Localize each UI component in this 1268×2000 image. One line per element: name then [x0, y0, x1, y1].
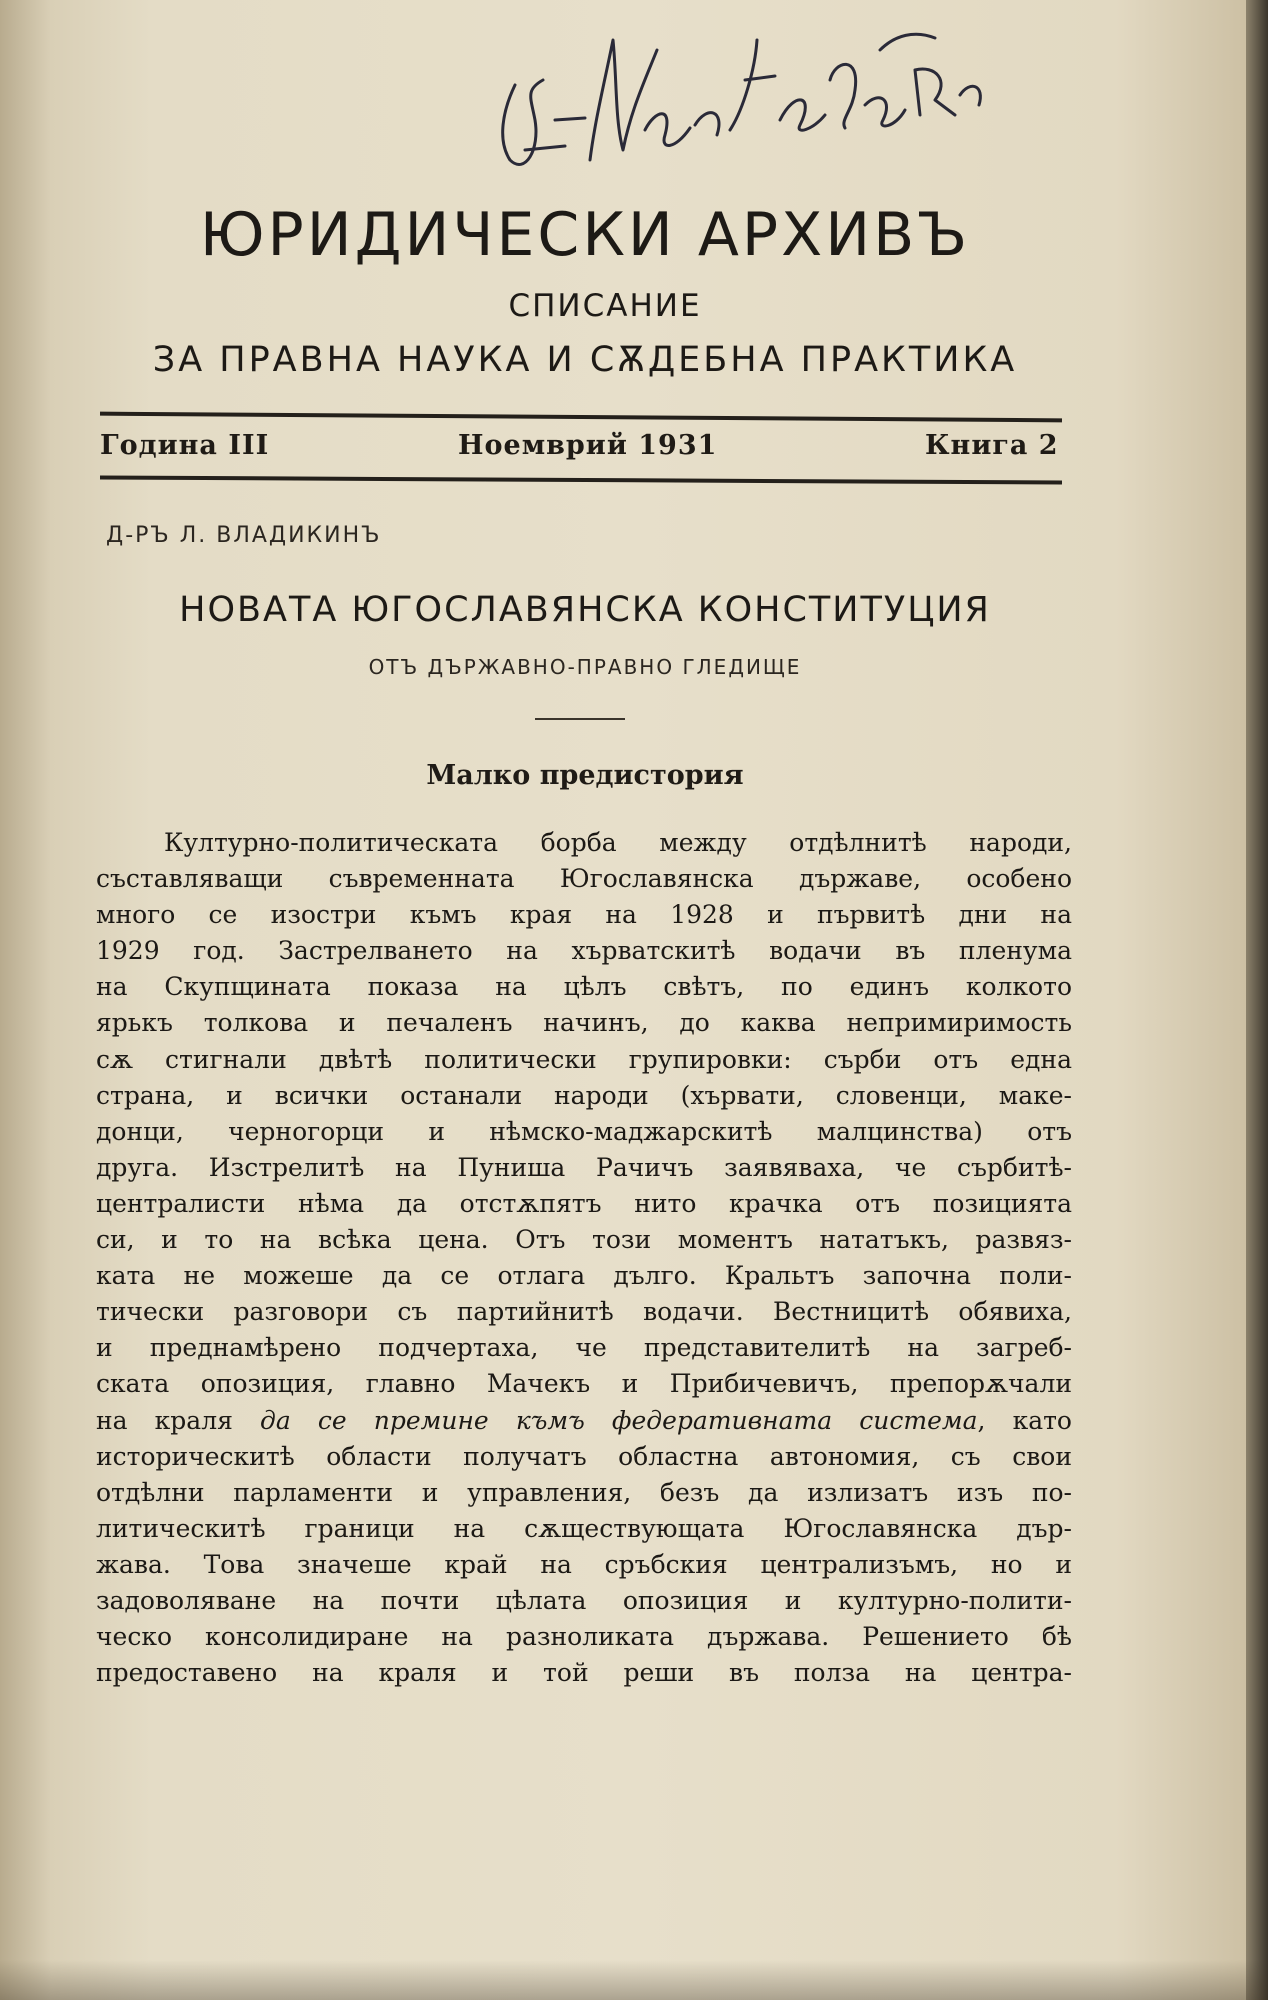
- body-text-run: , като: [977, 1405, 1072, 1435]
- body-line: ката не можеше да се отлага дълго. Кральтъ започна поли-: [96, 1261, 1072, 1291]
- body-line: тически разговори съ партийнитѣ водачи. Вестницитѣ обявиха,: [96, 1297, 1072, 1327]
- journal-title: ЮРИДИЧЕСКИ АРХИВЪ: [199, 200, 971, 270]
- body-line-mixed: [96, 1403, 1072, 1439]
- body-line: на Скупщината показа на цѣлъ свѣтъ, по единъ колкото: [96, 972, 1072, 1002]
- body-line: жава. Това значеше край на сръбския централизъмъ, но и: [96, 1549, 1072, 1579]
- signature-drawing: [495, 10, 995, 185]
- article-subtitle: ОТЪ ДЪРЖАВНО-ПРАВНО ГЛЕДИЩЕ: [368, 655, 802, 679]
- body-line: съставляващи съвременната Югославянска държаве, особено: [96, 864, 1072, 894]
- body-line: отдѣлни парламенти и управления, безъ да излизатъ изъ по-: [96, 1477, 1072, 1507]
- book-spine-edge: [1246, 0, 1268, 2000]
- journal-subtitle: СПИСАНИЕ: [508, 288, 702, 324]
- body-line: Културно-политическата борба между отдѣлнитѣ народи,: [164, 828, 1072, 857]
- body-line: предоставено на краля и той реши въ полза на центра-: [96, 1658, 1072, 1688]
- section-heading: Малко предистория: [426, 760, 744, 791]
- issue-book: Книга 2: [925, 430, 1059, 461]
- handwritten-signature: [495, 10, 995, 185]
- body-line: друга. Изстрелитѣ на Пуниша Рачичъ заявяваха, че сърбитѣ-: [96, 1152, 1072, 1182]
- body-line: ярькъ толкова и печаленъ начинъ, до каква непримиримость: [96, 1008, 1072, 1038]
- article-title: НОВАТА ЮГОСЛАВЯНСКА КОНСТИТУЦИЯ: [179, 590, 991, 630]
- body-line: си, и то на всѣка цена. Отъ този моментъ нататъкъ, развяз-: [96, 1225, 1072, 1255]
- body-line: сѫ стигнали двѣтѣ политически групировки: сърби отъ една: [96, 1044, 1072, 1074]
- body-text-run: на краля: [96, 1405, 260, 1435]
- body-line: ческо консолидиране на разноликата държава. Решението бѣ: [96, 1622, 1072, 1652]
- issue-year: Година III: [100, 430, 270, 461]
- body-line: централисти нѣма да отстѫпятъ нито крачка отъ позицията: [96, 1188, 1072, 1218]
- title-divider: [535, 718, 625, 720]
- journal-tagline: ЗА ПРАВНА НАУКА И СѪДЕБНА ПРАКТИКА: [152, 340, 1018, 380]
- body-line: литическитѣ граници на сѫществующата Югославянска дър-: [96, 1513, 1072, 1543]
- body-line: донци, черногорци и нѣмско-маджарскитѣ малцинства) отъ: [96, 1116, 1072, 1146]
- article-body: [96, 825, 1072, 1691]
- body-line: много се изостри къмъ края на 1928 и първитѣ дни на: [96, 900, 1072, 930]
- body-line: историческитѣ области получатъ областна автономия, съ свои: [96, 1441, 1072, 1471]
- issue-date: Ноемврий 1931: [458, 430, 718, 461]
- article-author: Д-РЪ Л. ВЛАДИКИНЪ: [106, 523, 382, 548]
- body-line: и преднамѣрено подчертаха, че представителитѣ на загреб-: [96, 1333, 1072, 1363]
- body-line: страна, и всички останали народи (хървати, словенци, маке-: [96, 1080, 1072, 1110]
- body-line: 1929 год. Застрелването на хърватскитѣ водачи въ пленума: [96, 936, 1072, 966]
- italic-emphasis: да се премине къмъ федеративната система: [259, 1405, 978, 1435]
- page-bottom-shadow: [0, 1960, 1268, 2000]
- body-line: задоволяване на почти цѣлата опозиция и културно-полити-: [96, 1585, 1072, 1615]
- body-line: ската опозиция, главно Мачекъ и Прибичевичъ, препорѫчали: [96, 1369, 1072, 1399]
